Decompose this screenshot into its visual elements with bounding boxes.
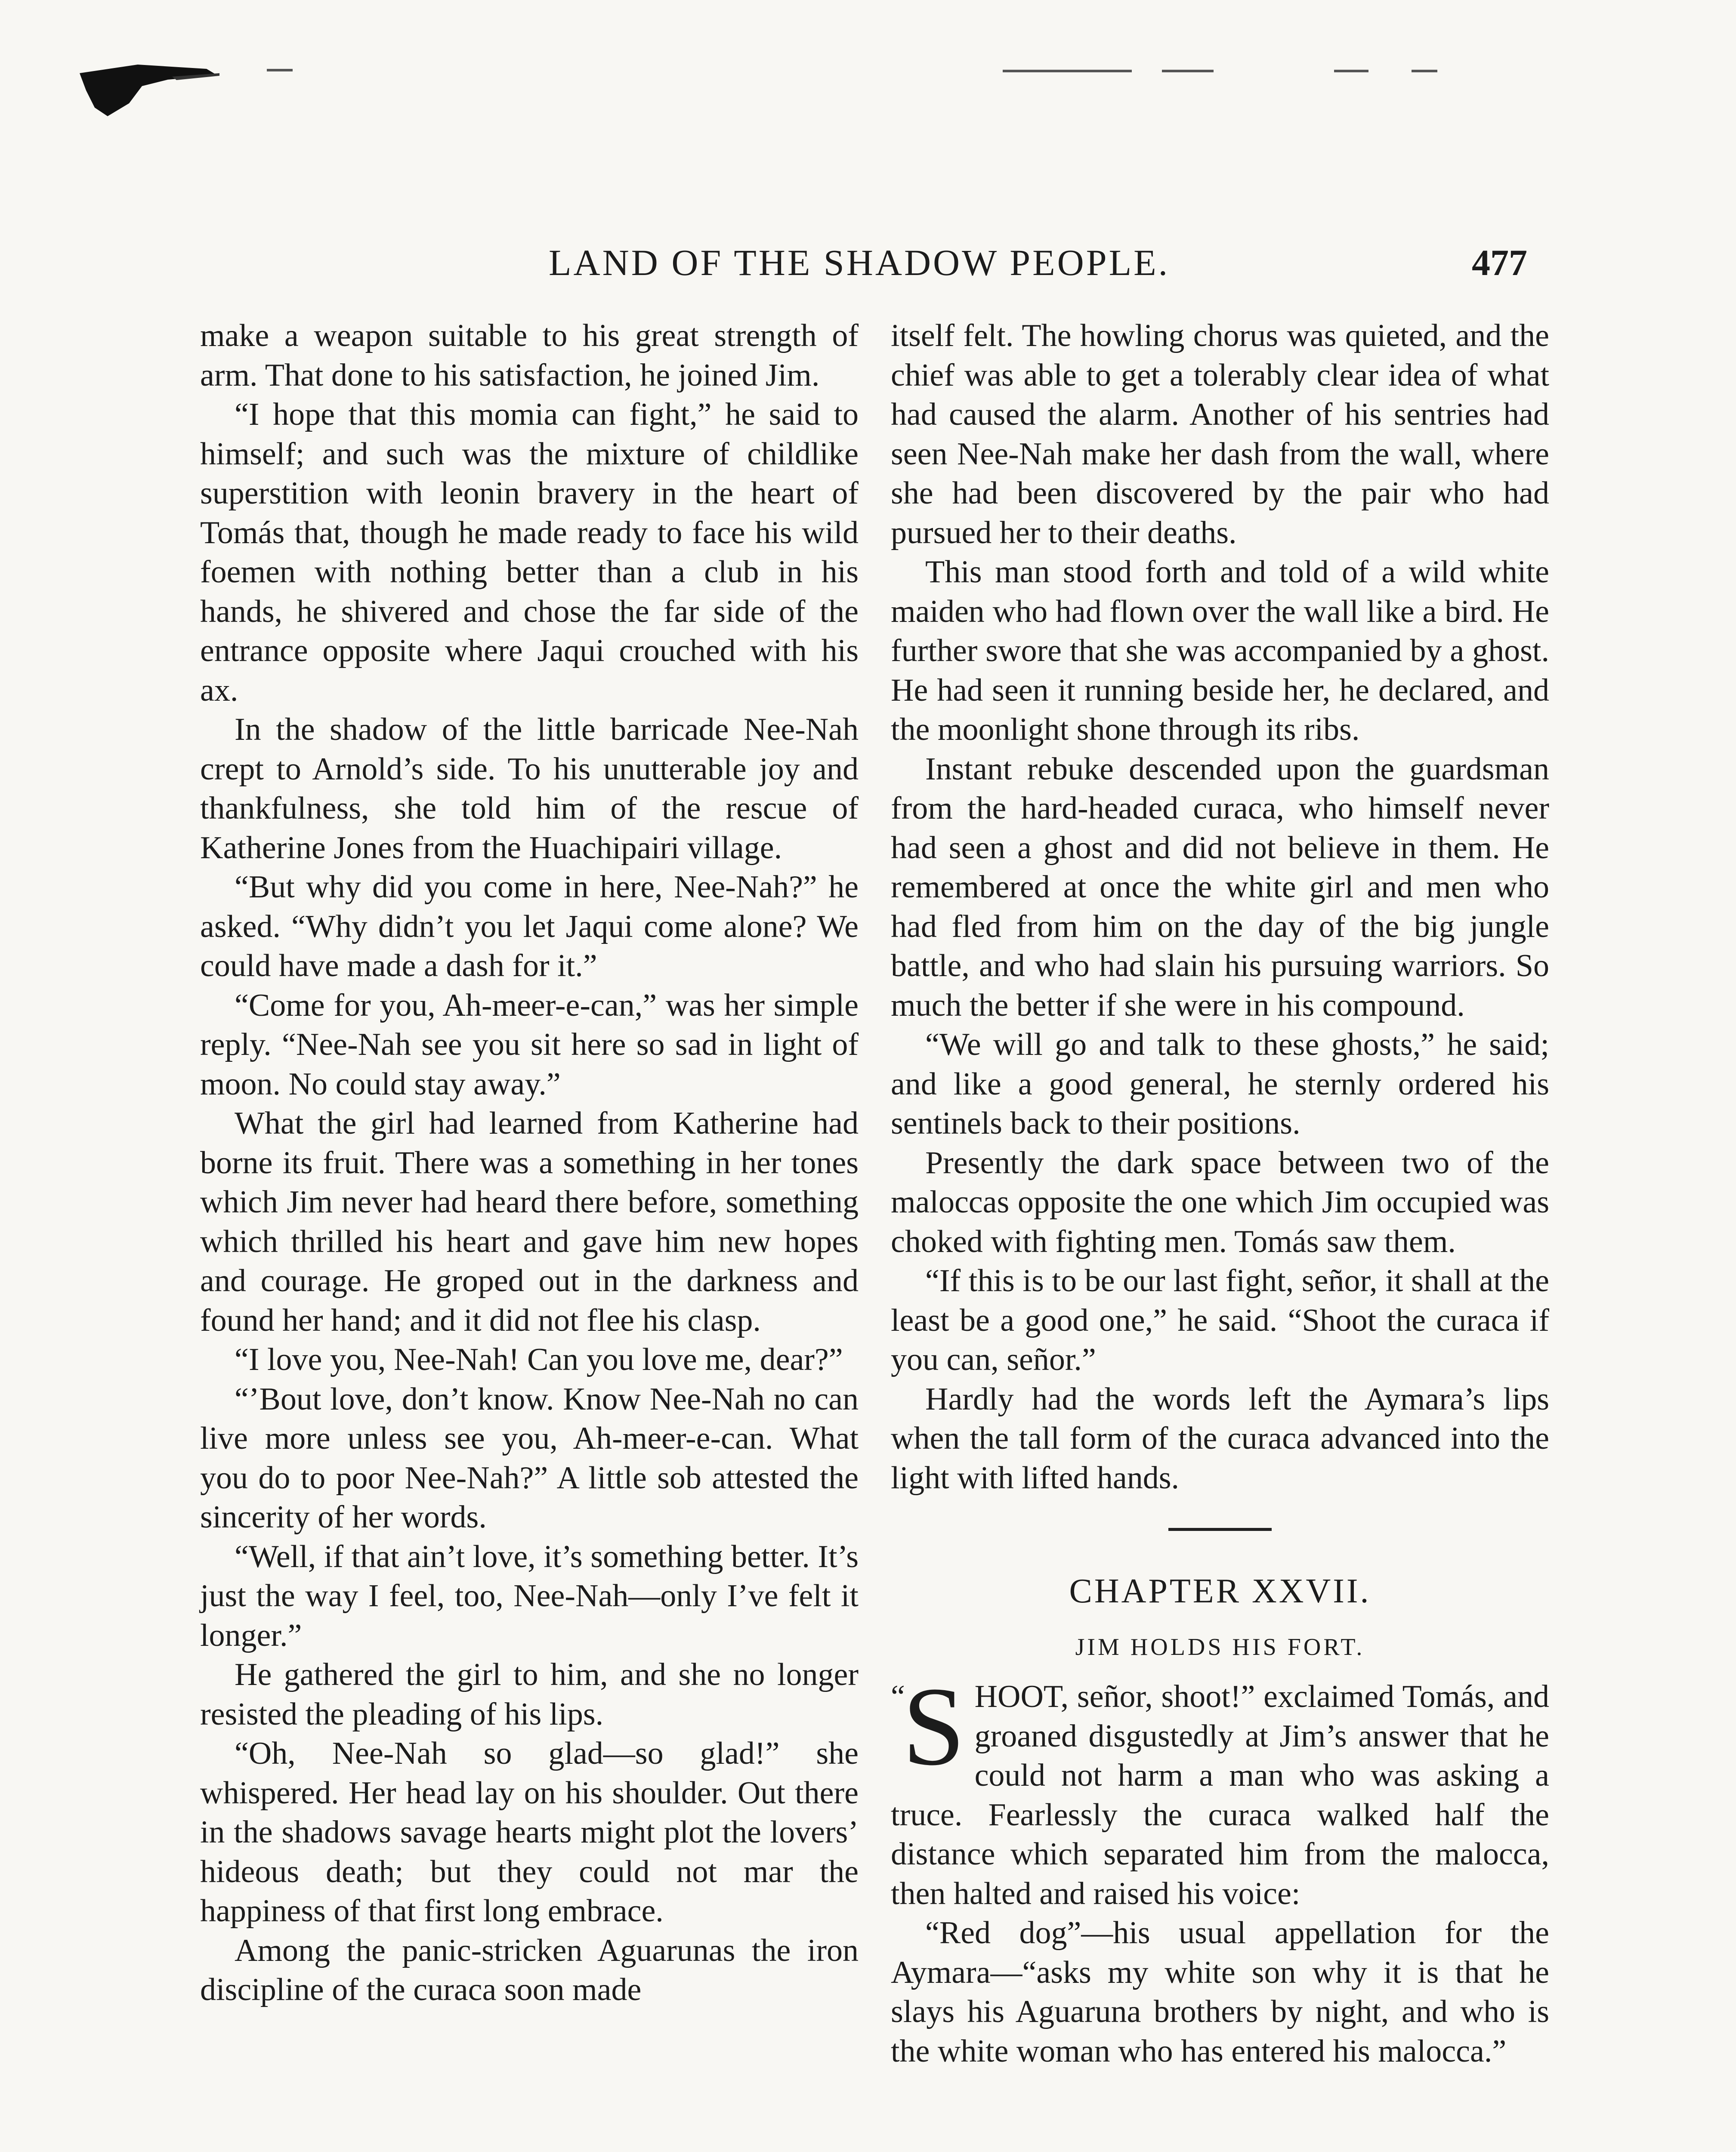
paragraph: “Well, if that ain’t love, it’s something better. It’s just the way I feel, too, Nee-Nah—only I’ve felt it longer.” <box>200 1539 859 1653</box>
paragraph: “Red dog”—his usual appellation for the Aymara—“asks my white son why it is that he slays his Aguaruna brothers by night, and who is the white woman who has entered his malocca.” <box>891 1915 1549 2069</box>
paragraph: “If this is to be our last fight, señor, it shall at the least be a good one,” he said. “Shoot the curaca if you can, señor.” <box>891 1263 1549 1377</box>
paragraph: “I love you, Nee-Nah! Can you love me, dear?” <box>235 1342 843 1377</box>
paragraph: In the shadow of the little barricade Nee-Nah crept to Arnold’s side. To his unutterable joy and thankfulness, she told him of the rescue of Katherine Jones from the Huachipairi village. <box>200 712 859 866</box>
paragraph: Presently the dark space between two of the maloccas opposite the one which Jim occupied was choked with fighting men. Tomás saw them. <box>891 1145 1549 1259</box>
right-column <box>891 316 1549 2071</box>
paragraph: “I hope that this momia can fight,” he said to himself; and such was the mixture of childlike superstition with leonin bravery in the heart of Tomás that, though he made ready to face his wild foemen with nothing better than a club in his hands, he shivered and chose the far side of the entrance opposite where Jaqui crouched with his ax. <box>200 397 859 708</box>
opening-quote-mark: “ <box>891 1679 905 1714</box>
scan-dash <box>1162 70 1214 72</box>
scan-dash <box>1334 70 1368 72</box>
scan-dash <box>267 69 293 71</box>
paragraph: “Oh, Nee-Nah so glad—so glad!” she whispered. Her head lay on his shoulder. Out there in the shadows savage hearts might plot the lovers’ hideous death; but they could not mar the happiness of that first long embrace. <box>200 1736 859 1929</box>
paragraph: “But why did you come in here, Nee-Nah?” he asked. “Why didn’t you let Jaqui come alone? We could have made a dash for it.” <box>200 869 859 983</box>
scan-dash <box>1003 70 1132 72</box>
ink-blot-mark <box>77 56 219 121</box>
chapter-divider <box>1168 1528 1272 1531</box>
paragraph: He gathered the girl to him, and she no longer resisted the pleading of his lips. <box>200 1657 859 1732</box>
chapter-first-paragraph-text: HOOT, señor, shoot!” exclaimed Tomás, and groaned disgustedly at Jim’s answer that he could not harm a man who was asking a truce. Fearlessly the curaca walked half the distance which separated him from the malocca, then halted and raised his voice: <box>891 1679 1549 1911</box>
page-number: 477 <box>1472 242 1527 283</box>
paragraph: This man stood forth and told of a wild white maiden who had flown over the wall like a bird. He further swore that she was accompanied by a ghost. He had seen it running beside her, he declared, and the moonlight shone through its ribs. <box>891 554 1549 747</box>
paragraph: Among the panic-stricken Aguarunas the iron discipline of the curaca soon made <box>200 1932 859 2007</box>
paragraph: What the girl had learned from Katherine had borne its fruit. There was a something in her tones which Jim never had heard there before, something which thrilled his heart and gave him new hopes and courage. He groped out in the darkness and found her hand; and it did not flee his clasp. <box>200 1106 859 1338</box>
chapter-subtitle: JIM HOLDS HIS FORT. <box>1075 1634 1365 1660</box>
scan-dash <box>1412 70 1437 72</box>
paragraph: itself felt. The howling chorus was quieted, and the chief was able to get a tolerably clear idea of what had caused the alarm. Another of his sentries had seen Nee-Nah make her dash from the wall, where she had been discovered by the pair who had pursued her to their deaths. <box>891 318 1549 550</box>
paragraph: Instant rebuke descended upon the guardsman from the hard-headed curaca, who himself never had seen a ghost and did not believe in them. He remembered at once the white girl and men who had fled from him on the day of the big jungle battle, and who had slain his pursuing warriors. So much the better if she were in his compound. <box>891 751 1549 1023</box>
chapter-title: CHAPTER XXVII. <box>1069 1572 1371 1610</box>
left-column <box>200 316 859 2010</box>
chapter-first-paragraph <box>891 1664 1549 1914</box>
drop-cap: S <box>902 1664 965 1789</box>
running-title: LAND OF THE SHADOW PEOPLE. <box>549 242 1170 283</box>
paragraph: “’Bout love, don’t know. Know Nee-Nah no can live more unless see you, Ah-meer-e-can. What you do to poor Nee-Nah?” A little sob attested the sincerity of her words. <box>200 1381 859 1535</box>
paragraph: make a weapon suitable to his great strength of arm. That done to his satisfaction, he joined Jim. <box>200 318 859 393</box>
paragraph: “We will go and talk to these ghosts,” he said; and like a good general, he sternly ordered his sentinels back to their positions. <box>891 1027 1549 1141</box>
paragraph: “Come for you, Ah-meer-e-can,” was her simple reply. “Nee-Nah see you sit here so sad in light of moon. No could stay away.” <box>200 987 859 1102</box>
paragraph: Hardly had the words left the Aymara’s lips when the tall form of the curaca advanced into the light with lifted hands. <box>891 1381 1549 1496</box>
